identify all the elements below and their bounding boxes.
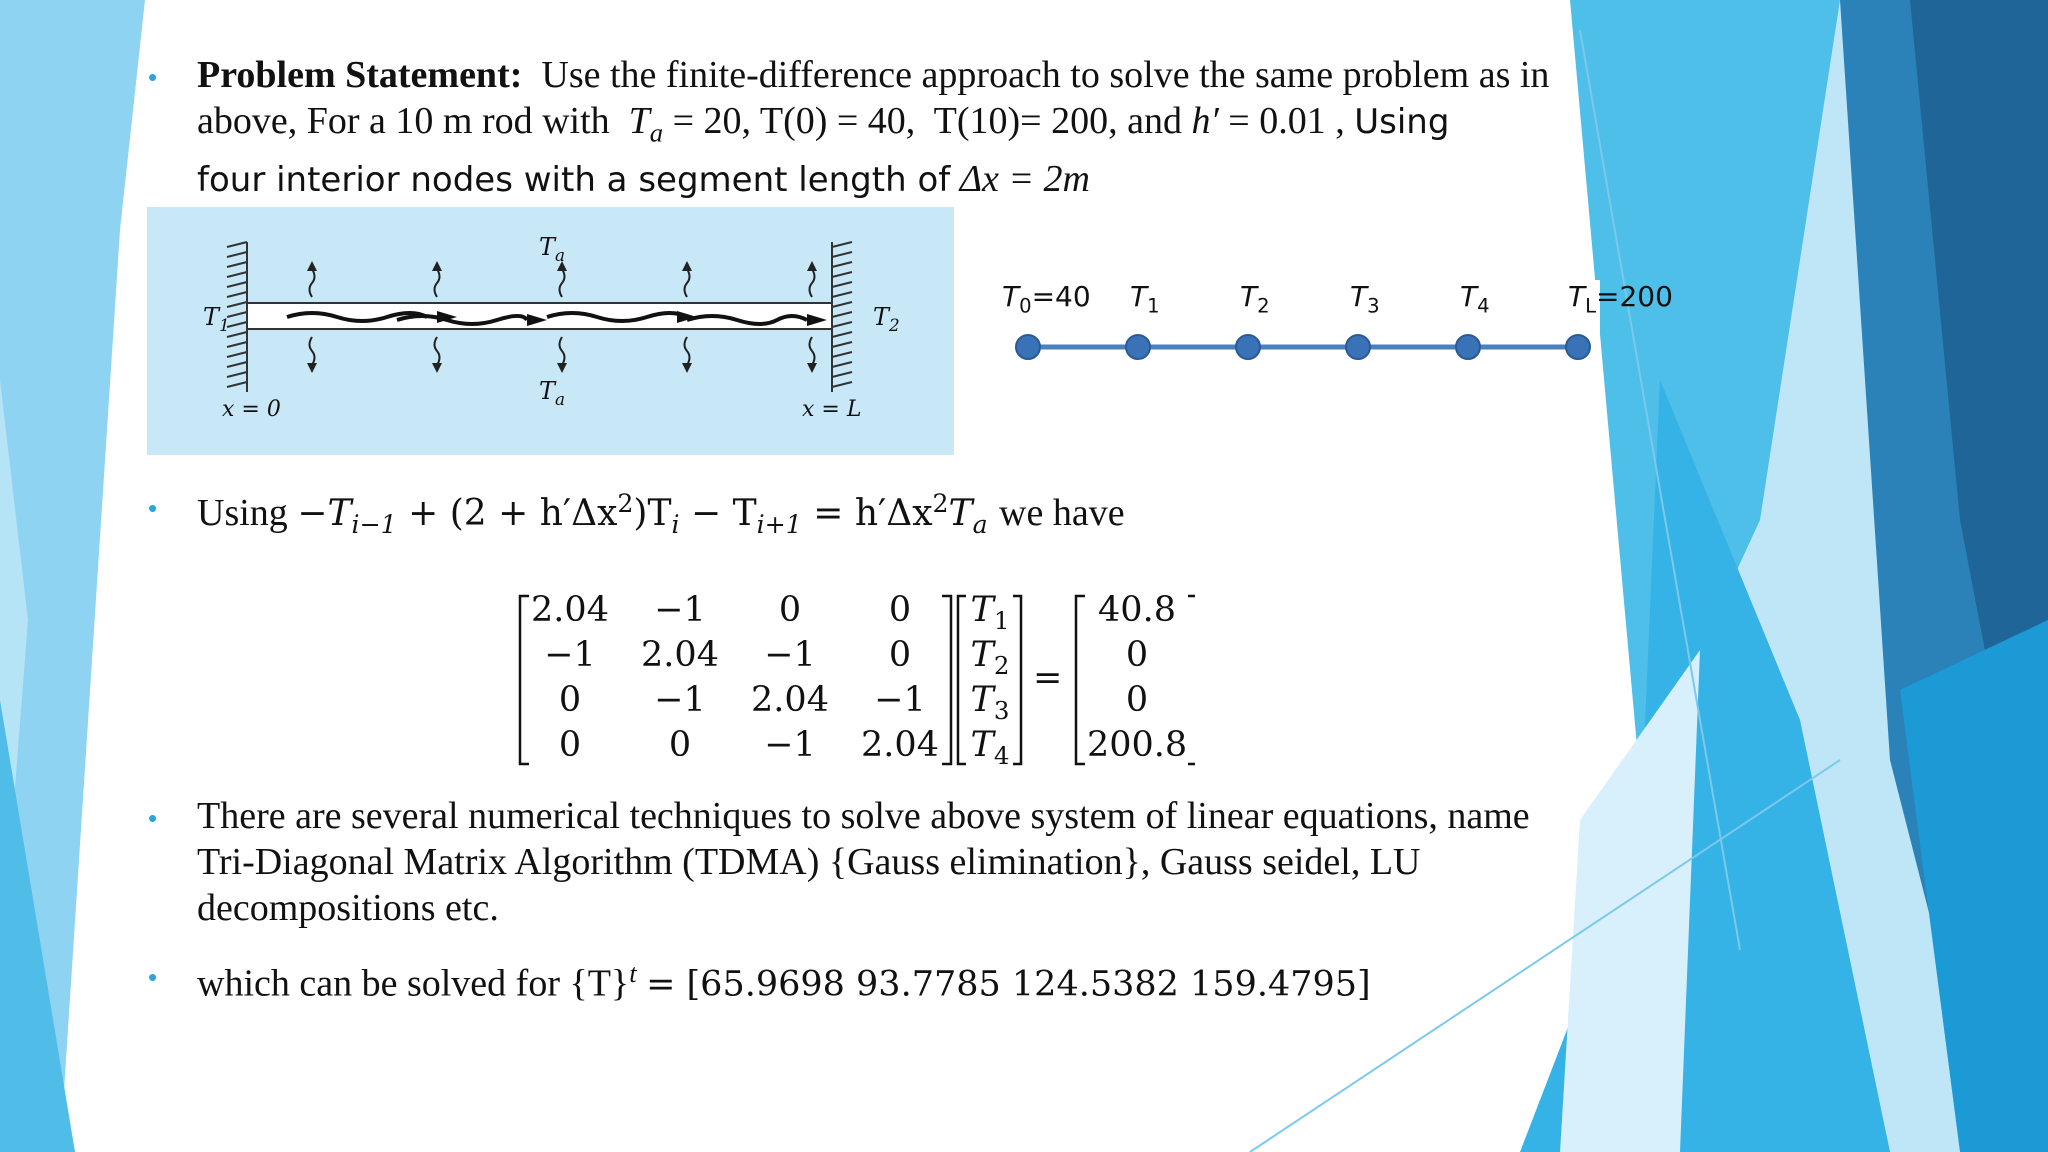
vector-cell: [960, 590, 1020, 635]
problem-line2: above, For a 10 m rod with: [197, 100, 610, 142]
problem-label: Problem Statement:: [197, 54, 523, 96]
bullet-marker: •: [148, 493, 158, 523]
equation-line: [197, 481, 1125, 548]
vector-cell: [960, 725, 1020, 770]
n1-symbol: T: [1130, 280, 1148, 313]
solution-sup: t: [629, 958, 637, 988]
bullet-marker: •: [148, 803, 158, 833]
rhs-cell: 0: [1125, 635, 1149, 675]
techniques-line3: decompositions etc.: [197, 887, 499, 929]
vec-base: T: [970, 635, 994, 675]
node-4-label: [1460, 280, 1490, 318]
h-symbol: h′: [1191, 100, 1219, 142]
diagram-x0: x = 0: [222, 397, 281, 422]
t0-value: T(0) = 40,: [759, 100, 916, 142]
rhs-cell: 0: [1125, 680, 1149, 720]
node-0-label: [1002, 280, 1091, 318]
matrix-cell: 0: [558, 725, 582, 765]
n3-sub: 3: [1367, 294, 1380, 318]
solution-values: = [65.9698 93.7785 124.5382 159.4795]: [646, 964, 1371, 1005]
vec-base: T: [970, 680, 994, 720]
problem-line3: four interior nodes with a segment length of: [197, 159, 951, 200]
bullet-marker: •: [148, 62, 158, 92]
ta-top-sub: a: [555, 244, 566, 265]
vec-base: T: [970, 725, 994, 765]
ta-top-label: T: [539, 233, 556, 261]
matrix-equation: [515, 590, 1195, 770]
right-wall: [832, 242, 852, 392]
eq-part5: = h′Δx: [801, 493, 933, 534]
n0-symbol: T: [1002, 280, 1020, 313]
ta-symbol: T: [628, 100, 650, 142]
ta-subscript: a: [649, 117, 664, 148]
techniques-line1: There are several numerical techniques to solve above system of linear equations, name: [197, 795, 1530, 837]
node-3: [1346, 335, 1370, 359]
dx-value: Δx = 2m: [959, 157, 1090, 200]
n3-symbol: T: [1350, 280, 1368, 313]
vec-sub: 3: [993, 696, 1010, 725]
diagram-ta-bottom: [539, 377, 565, 409]
rod-diagram: [147, 207, 954, 455]
eq-sup2b: 2: [932, 489, 949, 518]
vec-sub: 2: [993, 651, 1010, 680]
eq-part1: −T: [297, 493, 352, 534]
n0-sub: 0: [1019, 294, 1032, 318]
node-L-label: [1568, 280, 1673, 318]
matrix-cell: −1: [654, 590, 706, 630]
diagram-t1: [203, 303, 230, 335]
matrix-cell: 0: [888, 590, 912, 630]
eq-part2: + (2 + h′Δx: [396, 493, 618, 534]
matrix-cell: −1: [764, 725, 816, 765]
matrix-cell: 2.04: [531, 590, 609, 630]
rhs-bracket-right: [1188, 596, 1195, 764]
eq-part6: T: [948, 493, 973, 534]
rhs-cell: 40.8: [1098, 590, 1176, 630]
problem-line1: Use the finite-difference approach to solve the same problem as in: [541, 54, 1550, 96]
nL-symbol: T: [1568, 280, 1586, 313]
techniques-line2: Tri-Diagonal Matrix Algorithm (TDMA) {Gauss elimination}, Gauss seidel, LU: [197, 841, 1421, 883]
matrix-cell: −1: [874, 680, 926, 720]
node-2: [1236, 335, 1260, 359]
node-2-label: [1240, 280, 1270, 318]
vec-base: T: [970, 590, 994, 630]
matrix-cell: 0: [778, 590, 802, 630]
n4-symbol: T: [1460, 280, 1478, 313]
diagram-ta-top: [539, 233, 565, 265]
ta-value: = 20,: [672, 100, 752, 142]
vec-sub: 1: [993, 606, 1010, 635]
t10-value: T(10)= 200, and: [933, 100, 1182, 142]
equation-we-have: we have: [999, 492, 1125, 534]
vector-cell: [960, 680, 1020, 725]
bullet-marker: •: [148, 962, 158, 992]
eq-sub-im1: i−1: [351, 510, 397, 540]
using-text: Using: [1354, 102, 1450, 142]
diagram-xl: x = L: [802, 397, 862, 422]
t1-label: T: [203, 303, 220, 331]
matrix-cell: 2.04: [751, 680, 829, 720]
matrix-cell: 2.04: [861, 725, 939, 765]
solution-prefix: which can be solved for {T}: [197, 962, 630, 1005]
n4-sub: 4: [1477, 294, 1490, 318]
n2-symbol: T: [1240, 280, 1258, 313]
matrix-cell: 2.04: [641, 635, 719, 675]
matrix-cell: 0: [668, 725, 692, 765]
h-value: = 0.01 ,: [1228, 100, 1345, 142]
t2-sub: 2: [889, 314, 900, 335]
t2-label: T: [873, 303, 890, 331]
matrix-equals: =: [1033, 658, 1063, 698]
ta-bottom-sub: a: [555, 388, 566, 409]
rhs-bracket-left: [1076, 596, 1085, 764]
n0-value: =40: [1031, 280, 1091, 313]
problem-statement: [197, 52, 1597, 203]
eq-part3: )T: [633, 493, 672, 534]
eq-part4: − T: [679, 493, 757, 534]
matrix-cell: 0: [888, 635, 912, 675]
eq-sub-ip1: i+1: [756, 510, 802, 540]
node-4: [1456, 335, 1480, 359]
eq-sub-i: i: [671, 510, 680, 540]
node-1: [1126, 335, 1150, 359]
nL-sub: L: [1585, 294, 1597, 318]
vector-cell: [960, 635, 1020, 680]
left-wall: [227, 242, 247, 392]
equation-using: Using: [197, 492, 288, 534]
vec-sub: 4: [993, 741, 1010, 770]
node-3-label: [1350, 280, 1380, 318]
diagram-t2: [873, 303, 900, 335]
nL-value: =200: [1596, 280, 1673, 313]
n2-sub: 2: [1257, 294, 1270, 318]
rhs-cell: 200.8: [1087, 725, 1188, 765]
matrix-cell: −1: [544, 635, 596, 675]
n1-sub: 1: [1147, 294, 1160, 318]
node-1-label: [1130, 280, 1160, 318]
matrix-cell: 0: [558, 680, 582, 720]
techniques-paragraph: [197, 793, 1597, 931]
eq-sup2: 2: [617, 489, 634, 518]
node-L: [1566, 335, 1590, 359]
eq-sub-a: a: [972, 510, 988, 540]
matrix-cell: −1: [654, 680, 706, 720]
node-0: [1016, 335, 1040, 359]
equation-formula: [297, 489, 999, 540]
matrix-cell: −1: [764, 635, 816, 675]
solution-line: [197, 950, 1371, 1008]
t1-sub: 1: [219, 314, 230, 335]
ta-bottom-label: T: [539, 377, 556, 405]
